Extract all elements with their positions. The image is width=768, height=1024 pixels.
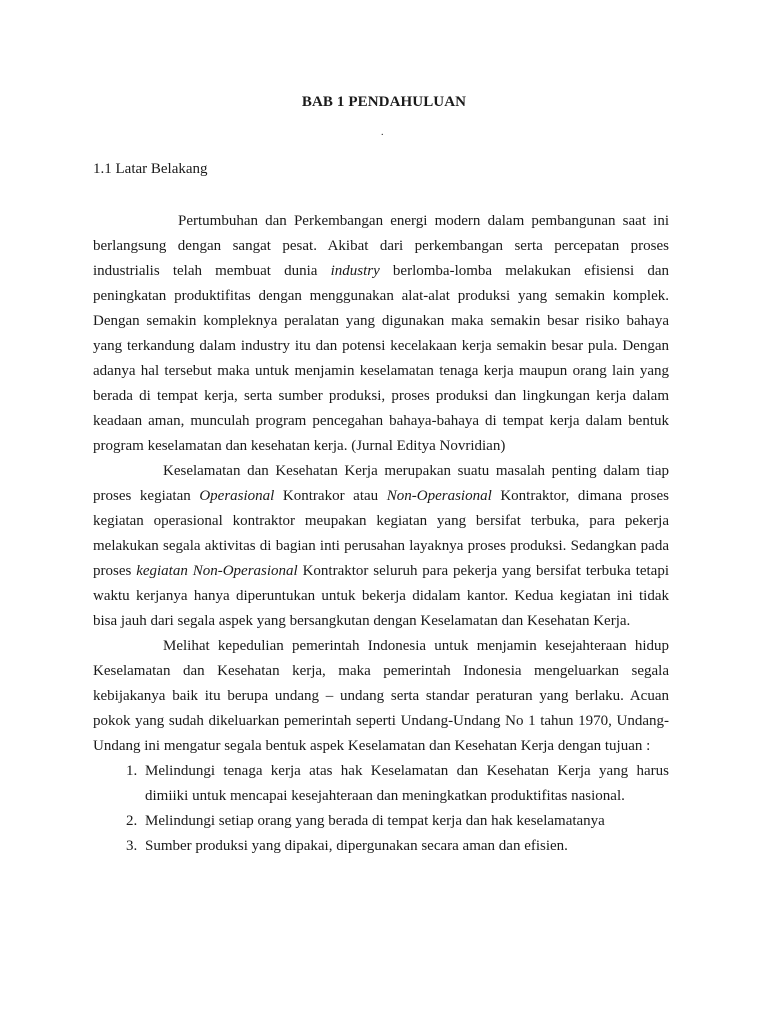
list-item: 3. Sumber produksi yang dipakai, dipergunakan secara aman dan efisien. <box>141 834 669 859</box>
list-item: 2. Melindungi setiap orang yang berada di tempat kerja dan hak keselamatanya <box>141 809 669 834</box>
paragraph-2 <box>93 459 669 634</box>
document-body <box>93 209 669 859</box>
paragraph-1-text-a: Pertumbuhan dan Perkembangan energi modern dalam pembangunan saat ini berlangsung dengan sangat pesat. Akibat dari perkembangan serta percepatan proses industrialis telah membuat dunia <box>93 213 669 279</box>
paragraph-1-italic: industry <box>330 263 380 279</box>
paragraph-2-text-b: Kontrakor atau <box>274 488 387 504</box>
paragraph-2-italic-2: Non-Operasional <box>386 488 492 504</box>
stray-dot: . <box>381 127 384 138</box>
list-item: 1. Melindungi tenaga kerja atas hak Keselamatan dan Kesehatan Kerja yang harus dimiiki untuk mencapai kesejahteraan dan meningkatkan produktifitas nasional. <box>141 759 669 809</box>
paragraph-2-text-a: Keselamatan dan Kesehatan Kerja merupakan suatu masalah penting dalam tiap proses kegiatan <box>93 463 669 504</box>
chapter-title: BAB 1 PENDAHULUAN <box>301 94 467 110</box>
paragraph-1-text-b: berlomba-lomba melakukan efisiensi dan peningkatan produktifitas dengan menggunakan alat-alat produksi yang semakin komplek. Dengan semakin kompleknya peralatan yang digunakan maka semakin besar risiko bahaya yang terkandung dalam industry itu dan potensi kecelakaan kerja semakin besar pula. Dengan adanya hal tersebut maka untuk menjamin keselamatan tenaga kerja maupun orang lain yang berada di tempat kerja, serta sumber produksi, proses produksi dan lingkungan kerja dalam keadaan aman, munculah program pencegahan bahaya-bahaya di tempat kerja dalam bentuk program keselamatan dan kesehatan kerja. (Jurnal Editya Novridian) <box>93 263 669 454</box>
paragraph-2-text-c: Kontraktor, dimana proses kegiatan operasional kontraktor meupakan kegiatan yang bersifat terbuka, para pekerja melakukan segala aktivitas di bagian inti perusahan layaknya proses produksi. Sedangkan pada proses <box>93 488 669 579</box>
objectives-list <box>93 759 669 859</box>
section-heading: 1.1 Latar Belakang <box>93 161 208 177</box>
paragraph-2-text-d: Kontraktor seluruh para pekerja yang bersifat terbuka tetapi waktu kerjanya hanya diperuntukan untuk bekerja didalam kantor. Kedua kegiatan ini tidak bisa jauh dari segala aspek yang bersangkutan dengan Keselamatan dan Kesehatan Kerja. <box>93 563 670 629</box>
paragraph-2-italic-3: kegiatan Non-Operasional <box>136 563 298 579</box>
paragraph-3: Melihat kepedulian pemerintah Indonesia untuk menjamin kesejahteraan hidup Keselamatan dan Kesehatan kerja, maka pemerintah Indonesia mengeluarkan segala kebijakanya baik itu berupa undang – undang serta standar peraturan yang berlaku. Acuan pokok yang sudah dikeluarkan pemerintah seperti Undang-Undang No 1 tahun 1970, Undang- Undang ini mengatur segala bentuk aspek Keselamatan dan Kesehatan Kerja dengan tujuan : <box>93 638 669 754</box>
paragraph-2-italic-1: Operasional <box>199 488 275 504</box>
paragraph-1 <box>93 209 669 459</box>
